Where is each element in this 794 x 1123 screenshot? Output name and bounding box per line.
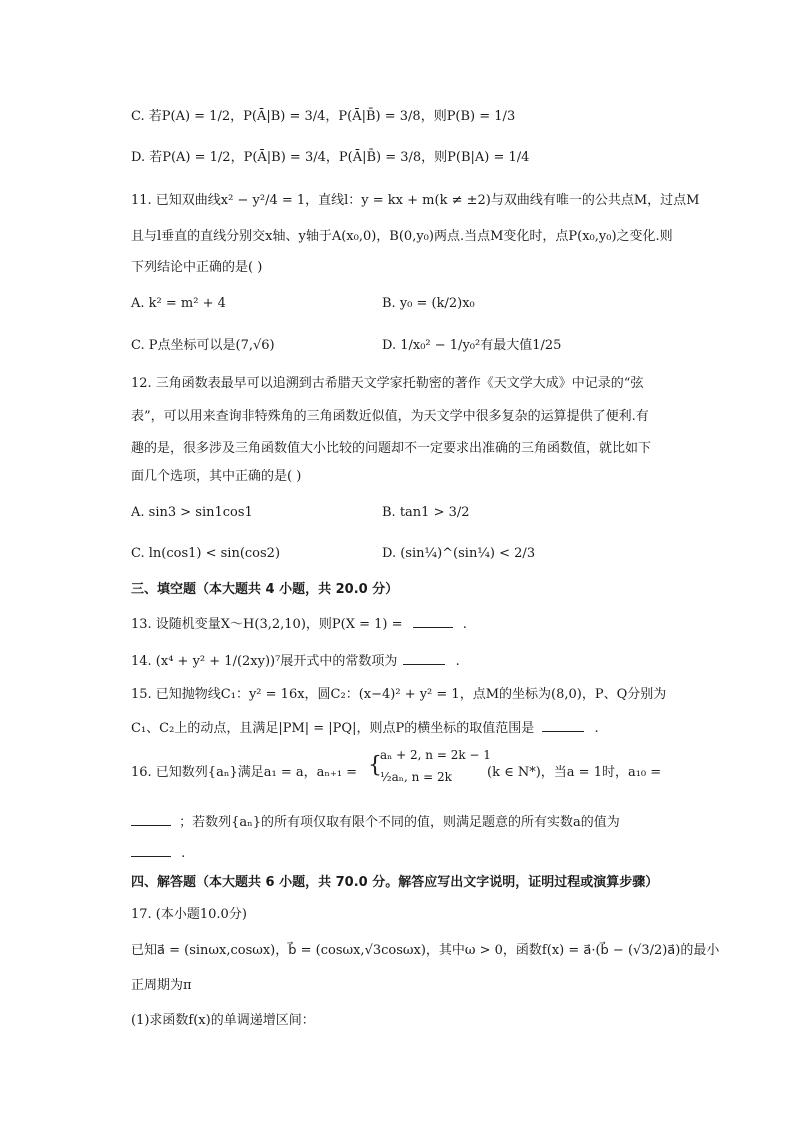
q15-stem-line2-row (131, 717, 599, 738)
q15-stem-line2: C₁、C₂上的动点，且满足|PM| = |PQ|，则点P的横坐标的取值范围是 (131, 721, 535, 736)
q17-head: 17. (本小题10.0分) (131, 907, 247, 922)
q13 (131, 613, 467, 634)
q10-option-d: D. 若P(A) = 1/2，P(Ā|B) = 3/4，P(Ā|B̄) = 3/8，则P(B|A) = 1/4 (131, 150, 530, 165)
q16-line2: ；若数列{aₙ}的所有项仅取有限个不同的值，则满足题意的所有实数a的值为 (179, 815, 620, 830)
q12-stem-line4: 面几个选项，其中正确的是( ) (131, 469, 302, 484)
q14-text: 14. (x⁴ + y² + 1/(2xy))⁷展开式中的常数项为 (131, 654, 398, 669)
q14 (131, 650, 460, 671)
q16-condition: (k ∈ N*)，当a = 1时，a₁₀ = (487, 765, 662, 780)
q17-part-1: (1)求函数f(x)的单调递增区间： (131, 1013, 315, 1028)
q16-case-2: ½aₙ, n = 2k (380, 770, 452, 784)
q15-period: . (594, 721, 599, 736)
q12-option-c: C. ln(cos1) < sin(cos2) (131, 546, 281, 561)
q12-option-b: B. tan1 > 3/2 (382, 505, 470, 520)
q15-stem-line1: 15. 已知抛物线C₁：y² = 16x，圆C₂：(x−4)² + y² = 1，点M的坐标为(8,0)，P、Q分别为 (131, 687, 667, 702)
q12-option-d: D. (sin¼)^(sin¼) < 2/3 (382, 546, 536, 561)
q16-case-1: aₙ + 2, n = 2k − 1 (380, 748, 491, 762)
q11-option-b: B. y₀ = (k/2)x₀ (382, 296, 475, 311)
q16-brace: { (368, 753, 382, 778)
q16-lead: 16. 已知数列{aₙ}满足a₁ = a，aₙ₊₁ = (131, 765, 358, 780)
section-4-heading: 四、解答题（本大题共 6 小题，共 70.0 分。解答应写出文字说明，证明过程或演算步骤） (131, 875, 659, 890)
q16-line3-row (131, 842, 185, 863)
q11-stem-line1: 11. 已知双曲线x² − y²/4 = 1，直线l：y = kx + m(k ≠ ±2)与双曲线有唯一的公共点M，过点M (131, 193, 700, 208)
q12-option-a: A. sin3 > sin1cos1 (131, 505, 253, 520)
q16-answer-blank-1[interactable] (131, 811, 171, 826)
q14-answer-blank[interactable] (403, 650, 445, 665)
q16-period: . (181, 846, 186, 861)
q14-period: . (455, 654, 460, 669)
q12-stem-line1: 12. 三角函数表最早可以追溯到古希腊天文学家托勒密的著作《天文学大成》中记录的“弦 (131, 376, 644, 391)
q16-answer-blank-2[interactable] (131, 842, 171, 857)
q16-line2-row (131, 811, 620, 832)
q13-text: 13. 设随机变量X～H(3,2,10)，则P(X = 1) = (131, 617, 403, 632)
q13-period: . (462, 617, 467, 632)
q11-option-d: D. 1/x₀² − 1/y₀²有最大值1/25 (382, 338, 562, 353)
section-3-heading: 三、填空题（本大题共 4 小题，共 20.0 分） (131, 582, 399, 597)
q13-answer-blank[interactable] (413, 613, 453, 628)
q11-option-c: C. P点坐标可以是(7,√6) (131, 338, 275, 353)
q10-option-c: C. 若P(A) = 1/2，P(Ā|B) = 3/4，P(Ā|B̄) = 3/8，则P(B) = 1/3 (131, 109, 516, 124)
q11-option-a: A. k² = m² + 4 (131, 296, 226, 311)
q12-stem-line2: 表”，可以用来查询非特殊角的三角函数近似值，为天文学中很多复杂的运算提供了便利.有 (131, 409, 649, 424)
q17-stem-line1: 已知a⃗ = (sinωx,cosωx)，b⃗ = (cosωx,√3cosωx)，其中ω > 0，函数f(x) = a⃗·(b⃗ − (√3/2)a⃗)的最小 (131, 943, 720, 958)
q12-stem-line3: 趣的是，很多涉及三角函数值大小比较的问题却不一定要求出准确的三角函数值，就比如下 (131, 441, 652, 456)
q15-answer-blank[interactable] (542, 717, 584, 732)
q11-stem-line3: 下列结论中正确的是( ) (131, 260, 263, 275)
q17-stem-line2: 正周期为π (131, 978, 192, 993)
q11-stem-line2: 且与l垂直的直线分别交x轴、y轴于A(x₀,0)，B(0,y₀)两点.当点M变化时，点P(x₀,y₀)之变化.则 (131, 229, 673, 244)
